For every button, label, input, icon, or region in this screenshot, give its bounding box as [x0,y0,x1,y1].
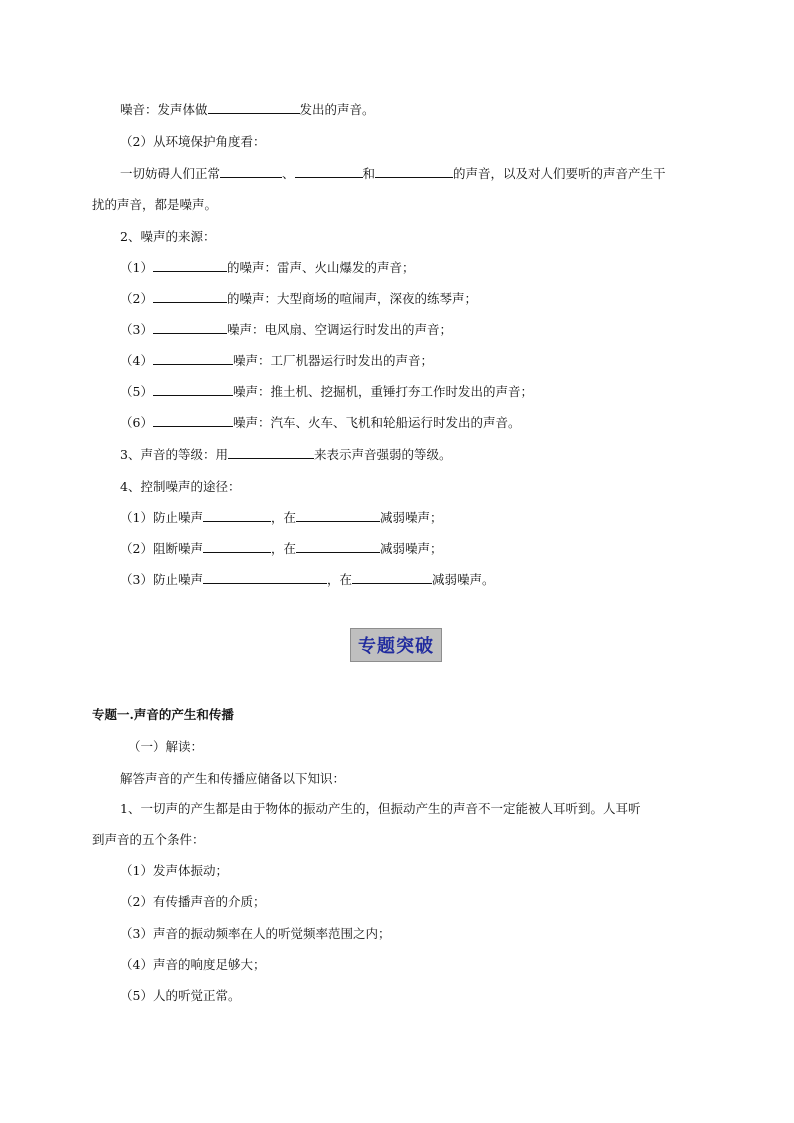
answer-blank [203,571,327,584]
answer-blank [153,321,227,334]
control-item [120,509,443,527]
item-number: （2） [120,291,153,306]
answer-blank [295,165,363,178]
text: 的声音，以及对人们要听的声音产生干 [453,166,666,181]
noise-definition-line [120,101,375,119]
text: （2）阻断噪声 [120,541,203,556]
condition-item: （1）发声体振动； [120,863,228,878]
text: ，在 [270,510,296,525]
env-perspective-line: （2）从环境保护角度看： [120,134,266,149]
noise-source-heading: 2、噪声的来源： [120,229,216,244]
item-number: （5） [120,384,153,399]
text: 噪声：电风扇、空调运行时发出的声音； [226,322,452,337]
text: 发出的声音。 [299,102,375,117]
source-item [120,352,433,370]
answer-blank [203,509,271,522]
text: 的噪声：大型商场的喧闹声，深夜的练琴声； [226,291,477,306]
text: 减弱噪声。 [431,572,495,587]
text: 的噪声：雷声、火山爆发的声音； [226,260,415,275]
source-item [120,414,520,432]
answer-blank [153,383,233,396]
condition-item: （2）有传播声音的介质； [120,894,266,909]
section-banner [350,628,442,662]
answer-blank [153,352,233,365]
item-number: （1） [120,260,153,275]
item-number: （4） [120,353,153,368]
text: （1）防止噪声 [120,510,203,525]
obstruction-line [120,165,666,183]
answer-blank [296,540,380,553]
text: 来表示声音强弱的等级。 [313,447,452,462]
answer-blank [153,290,227,303]
answer-blank [203,540,271,553]
answer-blank [208,101,300,114]
sound-level-line [120,446,451,464]
text: 减弱噪声； [379,510,443,525]
condition-item: （4）声音的响度足够大； [120,957,266,972]
answer-blank [228,446,314,459]
answer-blank [153,259,227,272]
paragraph-line: 1、一切声的产生都是由于物体的振动产生的，但振动产生的声音不一定能被人耳听到。人耳听 [120,801,641,816]
text: 噪音：发声体做 [120,102,208,117]
text: （3）防止噪声 [120,572,203,587]
source-item [120,383,533,401]
condition-item: （5）人的听觉正常。 [120,988,241,1003]
text: 噪声：工厂机器运行时发出的声音； [232,353,433,368]
condition-item: （3）声音的振动频率在人的听觉频率范围之内； [120,926,391,941]
source-item [120,259,414,277]
text: 3、声音的等级：用 [120,447,228,462]
item-number: （6） [120,415,153,430]
item-number: （3） [120,322,153,337]
source-item [120,321,452,339]
banner-title: 专题突破 [358,636,434,657]
paragraph-line-cont: 到声音的五个条件： [92,832,205,847]
text: 噪声：推土机、挖掘机，重锤打夯工作时发出的声音； [232,384,533,399]
text: 和 [362,166,376,181]
text: 减弱噪声； [379,541,443,556]
text: ，在 [270,541,296,556]
interpretation-label: （一）解读： [128,739,204,754]
noise-control-heading: 4、控制噪声的途径： [120,479,241,494]
answer-blank [375,165,453,178]
text: 噪声：汽车、火车、飞机和轮船运行时发出的声音。 [232,415,521,430]
intro-line: 解答声音的产生和传播应储备以下知识： [120,771,346,786]
answer-blank [220,165,282,178]
text: 一切妨碍人们正常 [120,166,221,181]
answer-blank [352,571,432,584]
answer-blank [296,509,380,522]
text: ，在 [326,572,352,587]
topic-heading: 专题一.声音的产生和传播 [92,707,234,722]
text: 、 [282,166,295,181]
control-item [120,571,495,589]
obstruction-line-cont: 扰的声音，都是噪声。 [92,197,218,212]
source-item [120,290,477,308]
control-item [120,540,443,558]
answer-blank [153,414,233,427]
